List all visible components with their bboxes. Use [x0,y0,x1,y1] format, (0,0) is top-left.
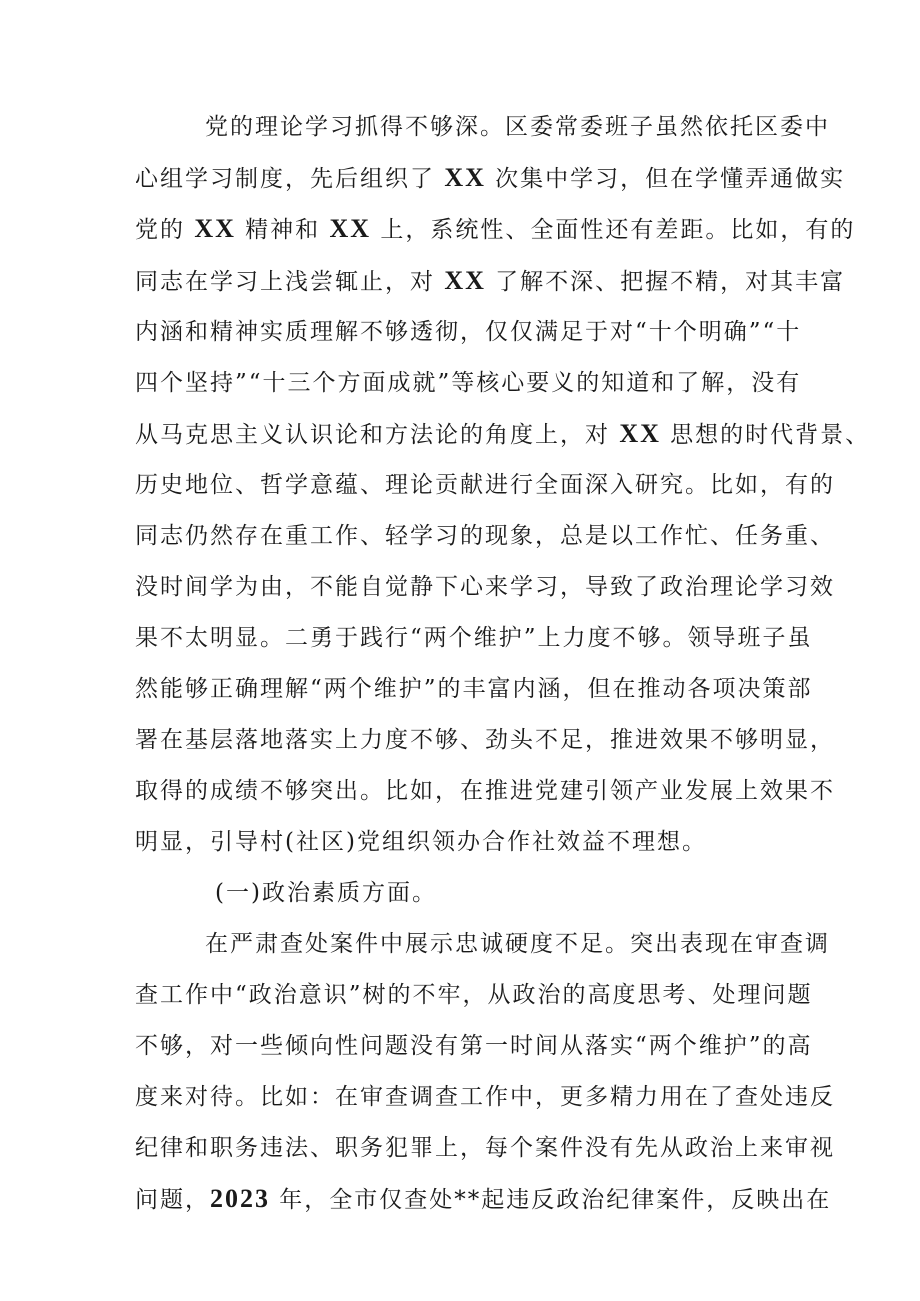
paragraph-line: 同志在学习上浅尝辄止，对 XX 了解不深、把握不精，对其丰富 [135,266,846,295]
paragraph-line: 明显，引导村(社区)党组织领办合作社效益不理想。 [135,829,707,855]
bold-token: XX [619,419,661,448]
paragraph-line: 从马克思主义认识论和方法论的角度上，对 XX 思想的时代背景、 [135,419,871,448]
paragraph-line: 署在基层落地落实上力度不够、劲头不足，推进效果不够明显， [135,727,835,753]
paragraph-line: 内涵和精神实质理解不够透彻，仅仅满足于对“十个明确”“十 [135,319,802,345]
bold-token: XX [194,214,236,243]
paragraph-line: 查工作中“政治意识”树的不牢，从政治的高度思考、处理问题 [135,982,813,1008]
bold-token: XX [444,163,486,192]
paragraph-line: 不够，对一些倾向性问题没有第一时间从落实“两个维护”的高 [135,1033,813,1059]
paragraph-line: 取得的成绩不够突出。比如，在推进党建引领产业发展上效果不 [135,778,835,804]
paragraph-line: 心组学习制度，先后组织了 XX 次集中学习，但在学懂弄通做实 [135,163,846,192]
bold-token: XX [329,214,372,243]
paragraph-line: 度来对待。比如：在审查调查工作中，更多精力用在了查处违反 [135,1084,835,1110]
paragraph-line: 没时间学为由，不能自觉静下心来学习，导致了政治理论学习效 [135,574,835,600]
paragraph-line: 然能够正确理解“两个维护”的丰富内涵，但在推动各项决策部 [135,676,813,702]
paragraph-line: 问题，2023 年，全市仅查处**起违反政治纪律案件，反映出在 [135,1184,832,1213]
paragraph-line: 党的 XX 精神和 XX 上，系统性、全面性还有差距。比如，有的 [135,214,856,243]
section-heading: (一)政治素质方面。 [215,880,437,906]
paragraph-line: 四个坚持”“十三个方面成就”等核心要义的知道和了解，没有 [135,370,802,396]
paragraph-line: 党的理论学习抓得不够深。区委常委班子虽然依托区委中 [205,114,830,140]
bold-token: 2023 [210,1184,270,1213]
paragraph-line: 在严肃查处案件中展示忠诚硬度不足。突出表现在审查调 [205,931,830,957]
bold-token: XX [444,266,486,295]
paragraph-line: 同志仍然存在重工作、轻学习的现象，总是以工作忙、任务重、 [135,523,835,549]
paragraph-line: 历史地位、哲学意蕴、理论贡献进行全面深入研究。比如，有的 [135,472,835,498]
paragraph-line: 果不太明显。二勇于践行“两个维护”上力度不够。领导班子虽 [135,625,813,651]
paragraph-line: 纪律和职务违法、职务犯罪上，每个案件没有先从政治上来审视 [135,1135,835,1161]
